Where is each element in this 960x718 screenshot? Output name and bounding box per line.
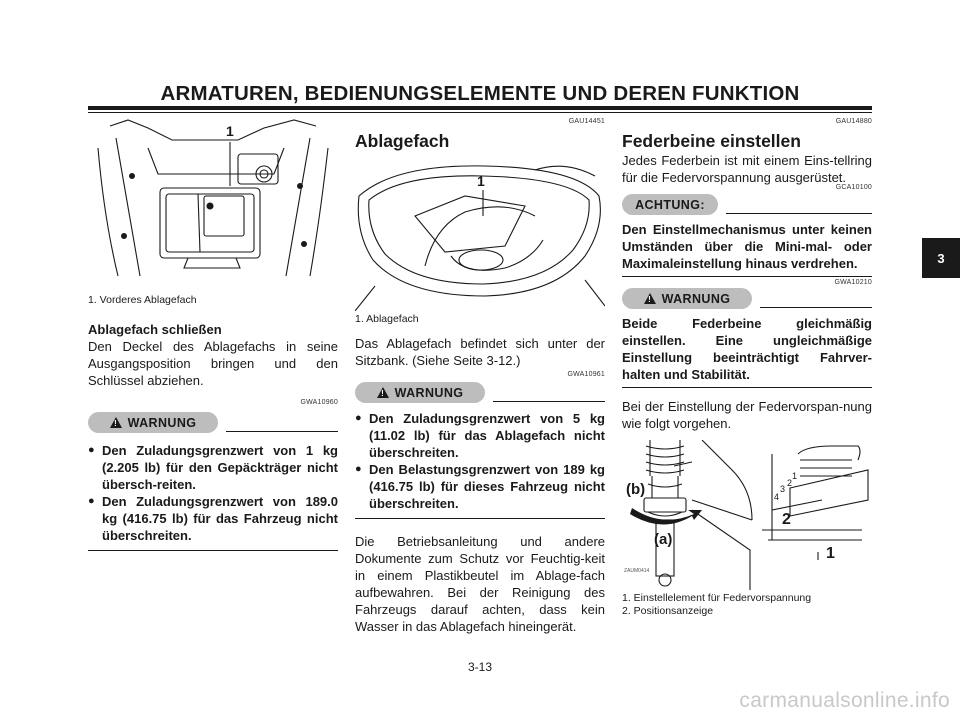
warning-triangle-icon — [644, 293, 656, 304]
caution-text: Den Einstellmechanismus unter keinen Umständen über die Mini-mal- oder Maximaleinstellung hinaus verdrehen. — [622, 222, 872, 271]
page-number: 3-13 — [467, 660, 493, 674]
warning-end-rule — [622, 387, 872, 388]
section-subheading: Ablagefach schließen — [88, 322, 222, 337]
figure-callout-2: 2 — [782, 511, 791, 528]
section-title: Federbeine einstellen — [622, 131, 801, 151]
warning-banner — [622, 288, 872, 312]
warning-line — [226, 431, 338, 432]
figure-code: ZAUM0414 — [624, 568, 650, 574]
figure-caption: 1. Ablagefach — [355, 313, 419, 325]
section-title: Ablagefach — [355, 131, 450, 151]
chapter-tab: 3 — [922, 238, 960, 278]
storage-compartment-illustration — [355, 156, 605, 311]
body-text: Jedes Federbein ist mit einem Eins-tellring für die Federvorspannung ausgerüstet. — [622, 153, 872, 185]
figure-caption: 1. Vorderes Ablagefach — [88, 294, 197, 306]
caution-line — [726, 213, 872, 214]
figure-label-b: (b) — [626, 481, 646, 498]
warning-code: GWA10961 — [567, 371, 605, 378]
warning-banner — [88, 412, 338, 436]
figure-caption-1: 1. Einstellelement für Federvorspannung — [622, 592, 812, 604]
warning-text: Beide Federbeine gleichmäßig einstellen. Eine ungleichmäßige Einstellung beeinträchtigt Fahrver-halten und Stabilität. — [622, 316, 872, 382]
warning-triangle-icon — [110, 417, 122, 428]
page-header: ARMATUREN, BEDIENUNGSELEMENTE UND DEREN FUNKTION — [160, 82, 800, 105]
warning-code: GWA10960 — [300, 399, 338, 406]
watermark: carmanualsonline.info — [739, 689, 950, 712]
column-shock-adjustment — [622, 118, 872, 618]
warning-item: ● Den Zuladungsgrenzwert von 189.0 kg (416.75 lb) für das Fahrzeug nicht überschreiten. — [88, 493, 338, 544]
caution-code: GCA10100 — [835, 184, 872, 191]
figure-callout-1: 1 — [477, 173, 485, 189]
warning-line — [760, 307, 872, 308]
warning-item: ● Den Belastungsgrenzwert von 189 kg (416.75 lb) für dieses Fahrzeug nicht überschreiten. — [355, 461, 605, 512]
scale-mark-3: 3 — [780, 484, 786, 494]
storage-compartment-figure — [355, 156, 605, 311]
shock-adjustment-figure — [622, 440, 872, 590]
scale-mark-4: 4 — [774, 492, 780, 502]
section-code: GAU14451 — [568, 118, 605, 125]
header-rule-thin — [88, 112, 872, 113]
caution-banner — [622, 194, 872, 218]
figure-callout-1: 1 — [226, 123, 234, 139]
figure-label-a: (a) — [654, 531, 673, 548]
body-text: Das Ablagefach befindet sich unter der Sitzbank. (Siehe Seite 3-12.) — [355, 336, 605, 368]
warning-list — [355, 410, 605, 512]
caution-label: ACHTUNG: — [622, 194, 718, 215]
front-compartment-figure — [88, 118, 338, 278]
front-compartment-illustration — [88, 118, 338, 278]
section-code: GAU14880 — [835, 118, 872, 125]
scale-mark-2: 2 — [787, 478, 793, 488]
column-storage-compartment — [355, 118, 605, 635]
warning-label: ! WARNUNG — [88, 412, 218, 433]
warning-label: ! WARNUNG — [355, 382, 485, 403]
body-text-2: Die Betriebsanleitung und andere Dokumente zum Schutz vor Feuchtig-keit in einem Plastikbeutel im Ablage-fach aufbewahren. Bei der Reinigung des Fahrzeugs darauf achten, dass kein Wasser in das Ablagefach hineingerät. — [355, 534, 605, 634]
shock-adjustment-illustration — [622, 440, 872, 590]
warning-code: GWA10210 — [834, 279, 872, 286]
warning-list — [88, 442, 338, 544]
warning-end-rule — [88, 550, 338, 551]
warning-item: ● Den Zuladungsgrenzwert von 1 kg (2.205 lb) für den Gepäckträger nicht übersch-reiten. — [88, 442, 338, 493]
header-rule — [88, 106, 872, 110]
warning-label: ! WARNUNG — [622, 288, 752, 309]
warning-triangle-icon — [377, 387, 389, 398]
body-text-2: Bei der Einstellung der Federvorspan-nung wie folgt vorgehen. — [622, 399, 872, 431]
warning-end-rule — [355, 518, 605, 519]
figure-callout-1: 1 — [826, 545, 835, 562]
figure-caption-2: 2. Positionsanzeige — [622, 605, 714, 617]
column-front-compartment — [88, 118, 338, 551]
scale-mark-1: 1 — [792, 471, 798, 481]
warning-line — [493, 401, 605, 402]
warning-banner — [355, 382, 605, 406]
warning-item: ● Den Zuladungsgrenzwert von 5 kg (11.02 lb) für das Ablagefach nicht überschreiten. — [355, 410, 605, 461]
body-text: Den Deckel des Ablagefachs in seine Ausgangsposition bringen und den Schlüssel abziehen. — [88, 339, 338, 388]
caution-end-rule — [622, 276, 872, 277]
